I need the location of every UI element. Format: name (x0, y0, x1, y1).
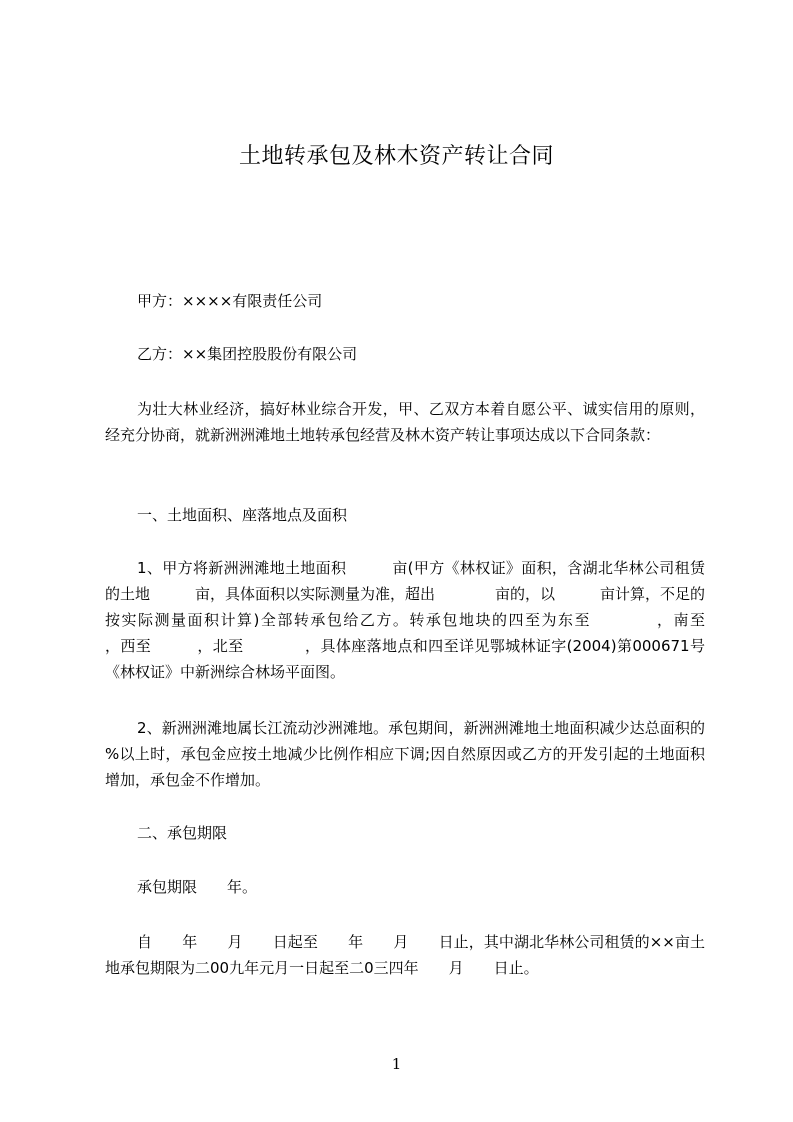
party-b: 乙方：××集团控股股份有限公司 (137, 345, 358, 363)
section-1-heading: 一、土地面积、座落地点及面积 (137, 506, 348, 524)
document-title: 土地转承包及林木资产转让合同 (238, 144, 554, 169)
section-2-heading: 二、承包期限 (137, 824, 228, 842)
intro-paragraph: 为壮大林业经济，搞好林业综合开发，甲、乙双方本着自愿公平、诚实信用的原则，经充分协商，就新洲洲滩地土地转承包经营及林木资产转让事项达成以下合同条款： (105, 400, 705, 444)
section-1-item-2: 2、新洲洲滩地属长江流动沙洲滩地。承包期间，新洲洲滩地土地面积减少达总面积的 %以上时，承包金应按土地减少比例作相应下调;因自然原因或乙方的开发引起的土地面积增加，承包金不作增加。 (105, 719, 736, 789)
section-1-item-1: 1、甲方将新洲洲滩地土地面积 亩(甲方《林权证》面积，含湖北华林公司租赁的土地 亩，具体面积以实际测量为准，超出 亩的，以 亩计算，不足的按实际测量面积计算)全部转承包给乙方。转承包地块的四至为东至 ，南至 ，西至 ，北至 ，具体座落地点和四至详见鄂城林证字(2004)第000671号《林权证》中新洲综合林场平面图。 (105, 559, 766, 681)
section-2-period: 自 年 月 日起至 年 月 日止，其中湖北华林公司租赁的××亩土地承包期限为二00九年元月一日起至二0三四年 月 日止。 (105, 933, 705, 977)
page-number: 1 (391, 1055, 402, 1073)
section-2-term: 承包期限 年。 (137, 878, 258, 896)
party-a: 甲方：××××有限责任公司 (137, 292, 323, 310)
